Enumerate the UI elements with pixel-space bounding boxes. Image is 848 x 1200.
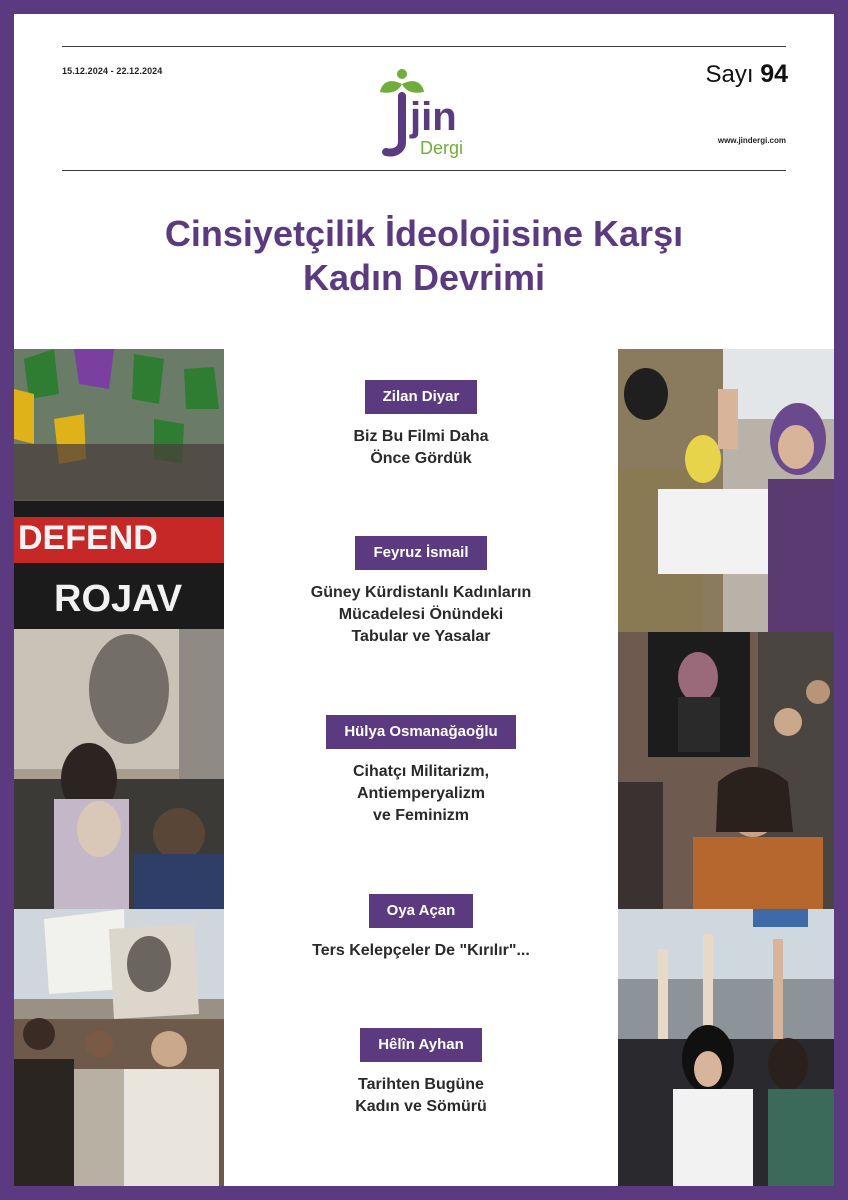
logo-figure-head <box>397 69 407 79</box>
logo-name-text: jin <box>410 95 457 139</box>
article-entry[interactable] <box>224 380 618 470</box>
article-title: Ters Kelepçeler De "Kırılır"... <box>312 942 530 959</box>
issue-number: 94 <box>760 60 788 88</box>
article-title: Cihatçı Militarizm, Antiemperyalizm ve Feminizm <box>352 763 490 824</box>
logo-leaf-right <box>402 81 424 93</box>
jin-dergi-logo <box>372 64 482 160</box>
logo-graphic <box>372 64 482 160</box>
article-title: Biz Bu Filmi Daha Önce Gördük <box>353 428 489 467</box>
banner-defend-text: DEFEND <box>18 519 158 557</box>
article-entry[interactable] <box>224 715 618 827</box>
photo-afghan-women-protest <box>618 349 834 632</box>
photo-rojava-rally <box>14 349 224 629</box>
author-tag: Hülya Osmanağaoğlu <box>326 715 515 749</box>
article-entry[interactable] <box>224 1028 618 1118</box>
issue-date-range: 15.12.2024 - 22.12.2024 <box>62 66 163 76</box>
author-tag: Hêlîn Ayhan <box>360 1028 482 1062</box>
issue-badge <box>705 60 788 89</box>
author-tag: Oya Açan <box>369 894 474 928</box>
article-entry[interactable] <box>224 536 618 648</box>
logo-j-stem <box>386 96 402 153</box>
photo-mahsa-amini-protest <box>618 632 834 909</box>
author-tag: Feyruz İsmail <box>355 536 486 570</box>
photo-protest-smoke <box>14 629 224 909</box>
logo-leaf-left <box>380 81 402 93</box>
article-title: Güney Kürdistanlı Kadınların Mücadelesi Önündeki Tabular ve Yasalar <box>310 584 532 645</box>
header-top-rule <box>62 46 786 47</box>
website-url: www.jindergi.com <box>717 136 786 145</box>
logo-sub-text: Dergi <box>420 138 464 158</box>
cover-title <box>14 212 834 300</box>
photo-women-protest-signs <box>14 909 224 1186</box>
article-title: Tarihten Bugüne Kadın ve Sömürü <box>355 1076 487 1115</box>
magazine-cover <box>14 14 834 1186</box>
header-bottom-rule <box>62 170 786 171</box>
article-entry[interactable] <box>224 894 618 962</box>
cover-title-line-1: Cinsiyetçilik İdeolojisine Karşı <box>164 213 684 254</box>
cover-title-line-2: Kadın Devrimi <box>302 257 546 298</box>
banner-rojava-text: ROJAV <box>54 578 183 620</box>
author-tag: Zilan Diyar <box>365 380 478 414</box>
issue-label: Sayı <box>705 61 754 88</box>
photo-women-victory-signs <box>618 909 834 1186</box>
